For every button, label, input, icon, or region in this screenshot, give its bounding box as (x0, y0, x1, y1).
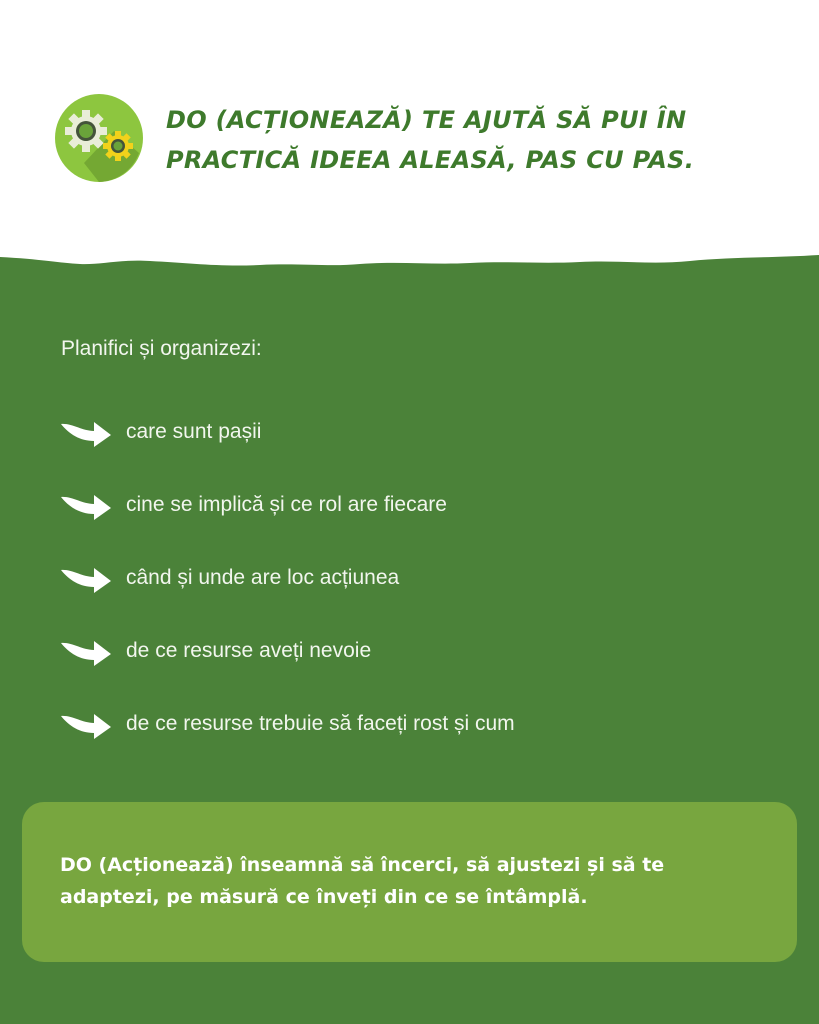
curved-arrow-icon (60, 487, 112, 521)
list-item (60, 702, 800, 775)
list-item-text: cine se implică și ce rol are fiecare (126, 493, 447, 516)
list-item (60, 629, 800, 702)
page-title: DO (ACȚIONEAZĂ) TE AJUTĂ SĂ PUI ÎN PRACTICĂ IDEEA ALEASĂ, PAS CU PAS. (166, 106, 695, 174)
callout-text: DO (Acționează) înseamnă să încerci, să ajustezi și să te adaptezi, pe măsură ce înveți din ce se întâmplă. (60, 854, 665, 908)
list-item (60, 410, 800, 483)
list-item-text: când și unde are loc acțiunea (126, 566, 400, 589)
list-item-text: care sunt pașii (126, 420, 262, 443)
list-item-text: de ce resurse trebuie să faceți rost și cum (126, 712, 515, 735)
curved-arrow-icon (60, 414, 112, 448)
list-item-text: de ce resurse aveți nevoie (126, 639, 372, 662)
callout-box (22, 802, 797, 962)
wave-divider (0, 245, 819, 285)
gears-icon (54, 93, 144, 183)
intro-text: Planifici și organizezi: (61, 337, 262, 360)
list-item (60, 483, 800, 556)
curved-arrow-icon (60, 560, 112, 594)
header (0, 0, 819, 270)
list-item (60, 556, 800, 629)
curved-arrow-icon (60, 706, 112, 740)
curved-arrow-icon (60, 633, 112, 667)
steps-list (60, 410, 800, 775)
